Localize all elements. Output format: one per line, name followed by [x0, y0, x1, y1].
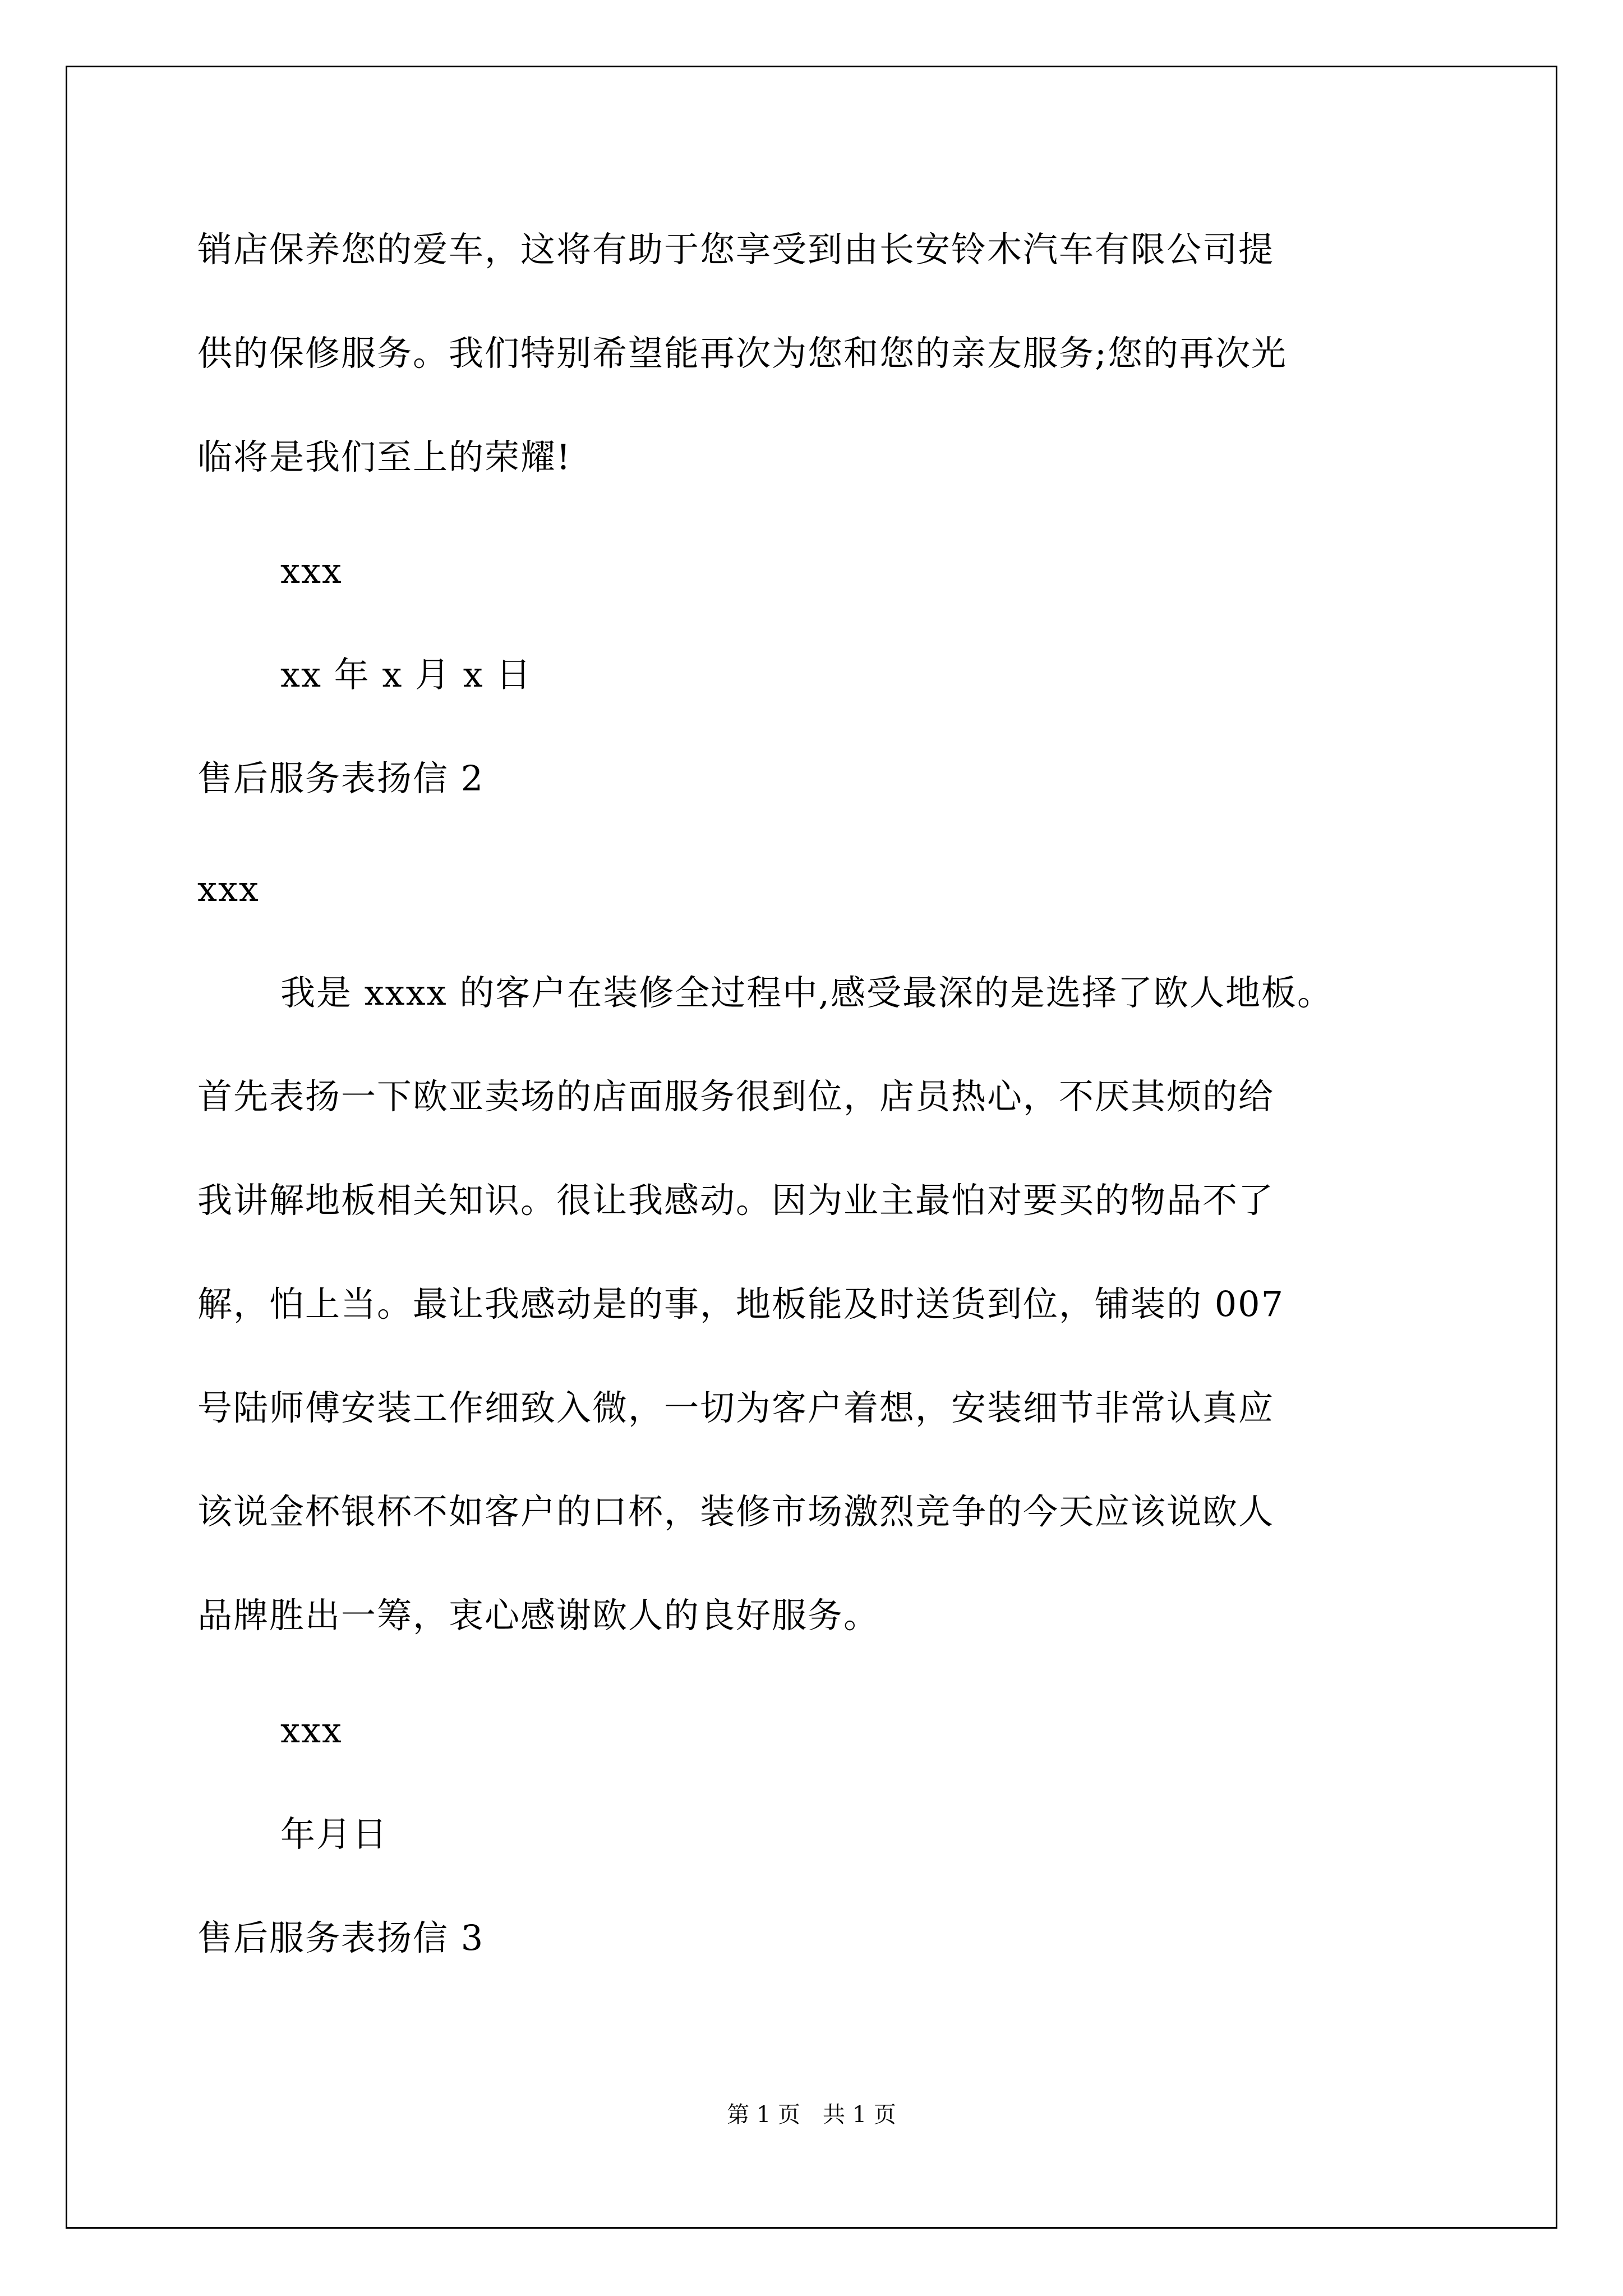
signature-date: 年月日 [280, 1814, 389, 1855]
body-text-line: 首先表扬一下欧亚卖场的店面服务很到位，店员热心，不厌其烦的给 [197, 1076, 1275, 1117]
body-text-line: 该说金杯银杯不如客户的口杯，装修市场激烈竞争的今天应该说欧人 [197, 1491, 1275, 1532]
section-heading: 售后服务表扬信 3 [197, 1917, 485, 1958]
body-text-line: 我讲解地板相关知识。很让我感动。因为业主最怕对要买的物品不了 [197, 1180, 1275, 1221]
body-text-line: 临将是我们至上的荣耀! [197, 436, 571, 477]
signature-name: xxx [280, 1710, 343, 1751]
body-text-line: 解，怕上当。最让我感动是的事，地板能及时送货到位，铺装的 007 [197, 1283, 1285, 1324]
body-text-line: 供的保修服务。我们特别希望能再次为您和您的亲友服务;您的再次光 [197, 333, 1287, 374]
body-text-line: 销店保养您的爱车，这将有助于您享受到由长安铃木汽车有限公司提 [197, 229, 1275, 270]
section-heading: 售后服务表扬信 2 [197, 758, 485, 799]
signature-date: xx 年 x 月 x 日 [280, 654, 532, 695]
salutation: xxx [197, 868, 260, 909]
page-footer: 第 1 页 共 1 页 [727, 2102, 896, 2128]
body-text-line: 我是 xxxx 的客户在装修全过程中,感受最深的是选择了欧人地板。 [280, 972, 1333, 1013]
body-text-line: 品牌胜出一筹，衷心感谢欧人的良好服务。 [197, 1595, 880, 1636]
signature-name: xxx [280, 550, 343, 591]
body-text-line: 号陆师傅安装工作细致入微，一切为客户着想，安装细节非常认真应 [197, 1387, 1275, 1428]
page-border [66, 66, 1557, 2229]
